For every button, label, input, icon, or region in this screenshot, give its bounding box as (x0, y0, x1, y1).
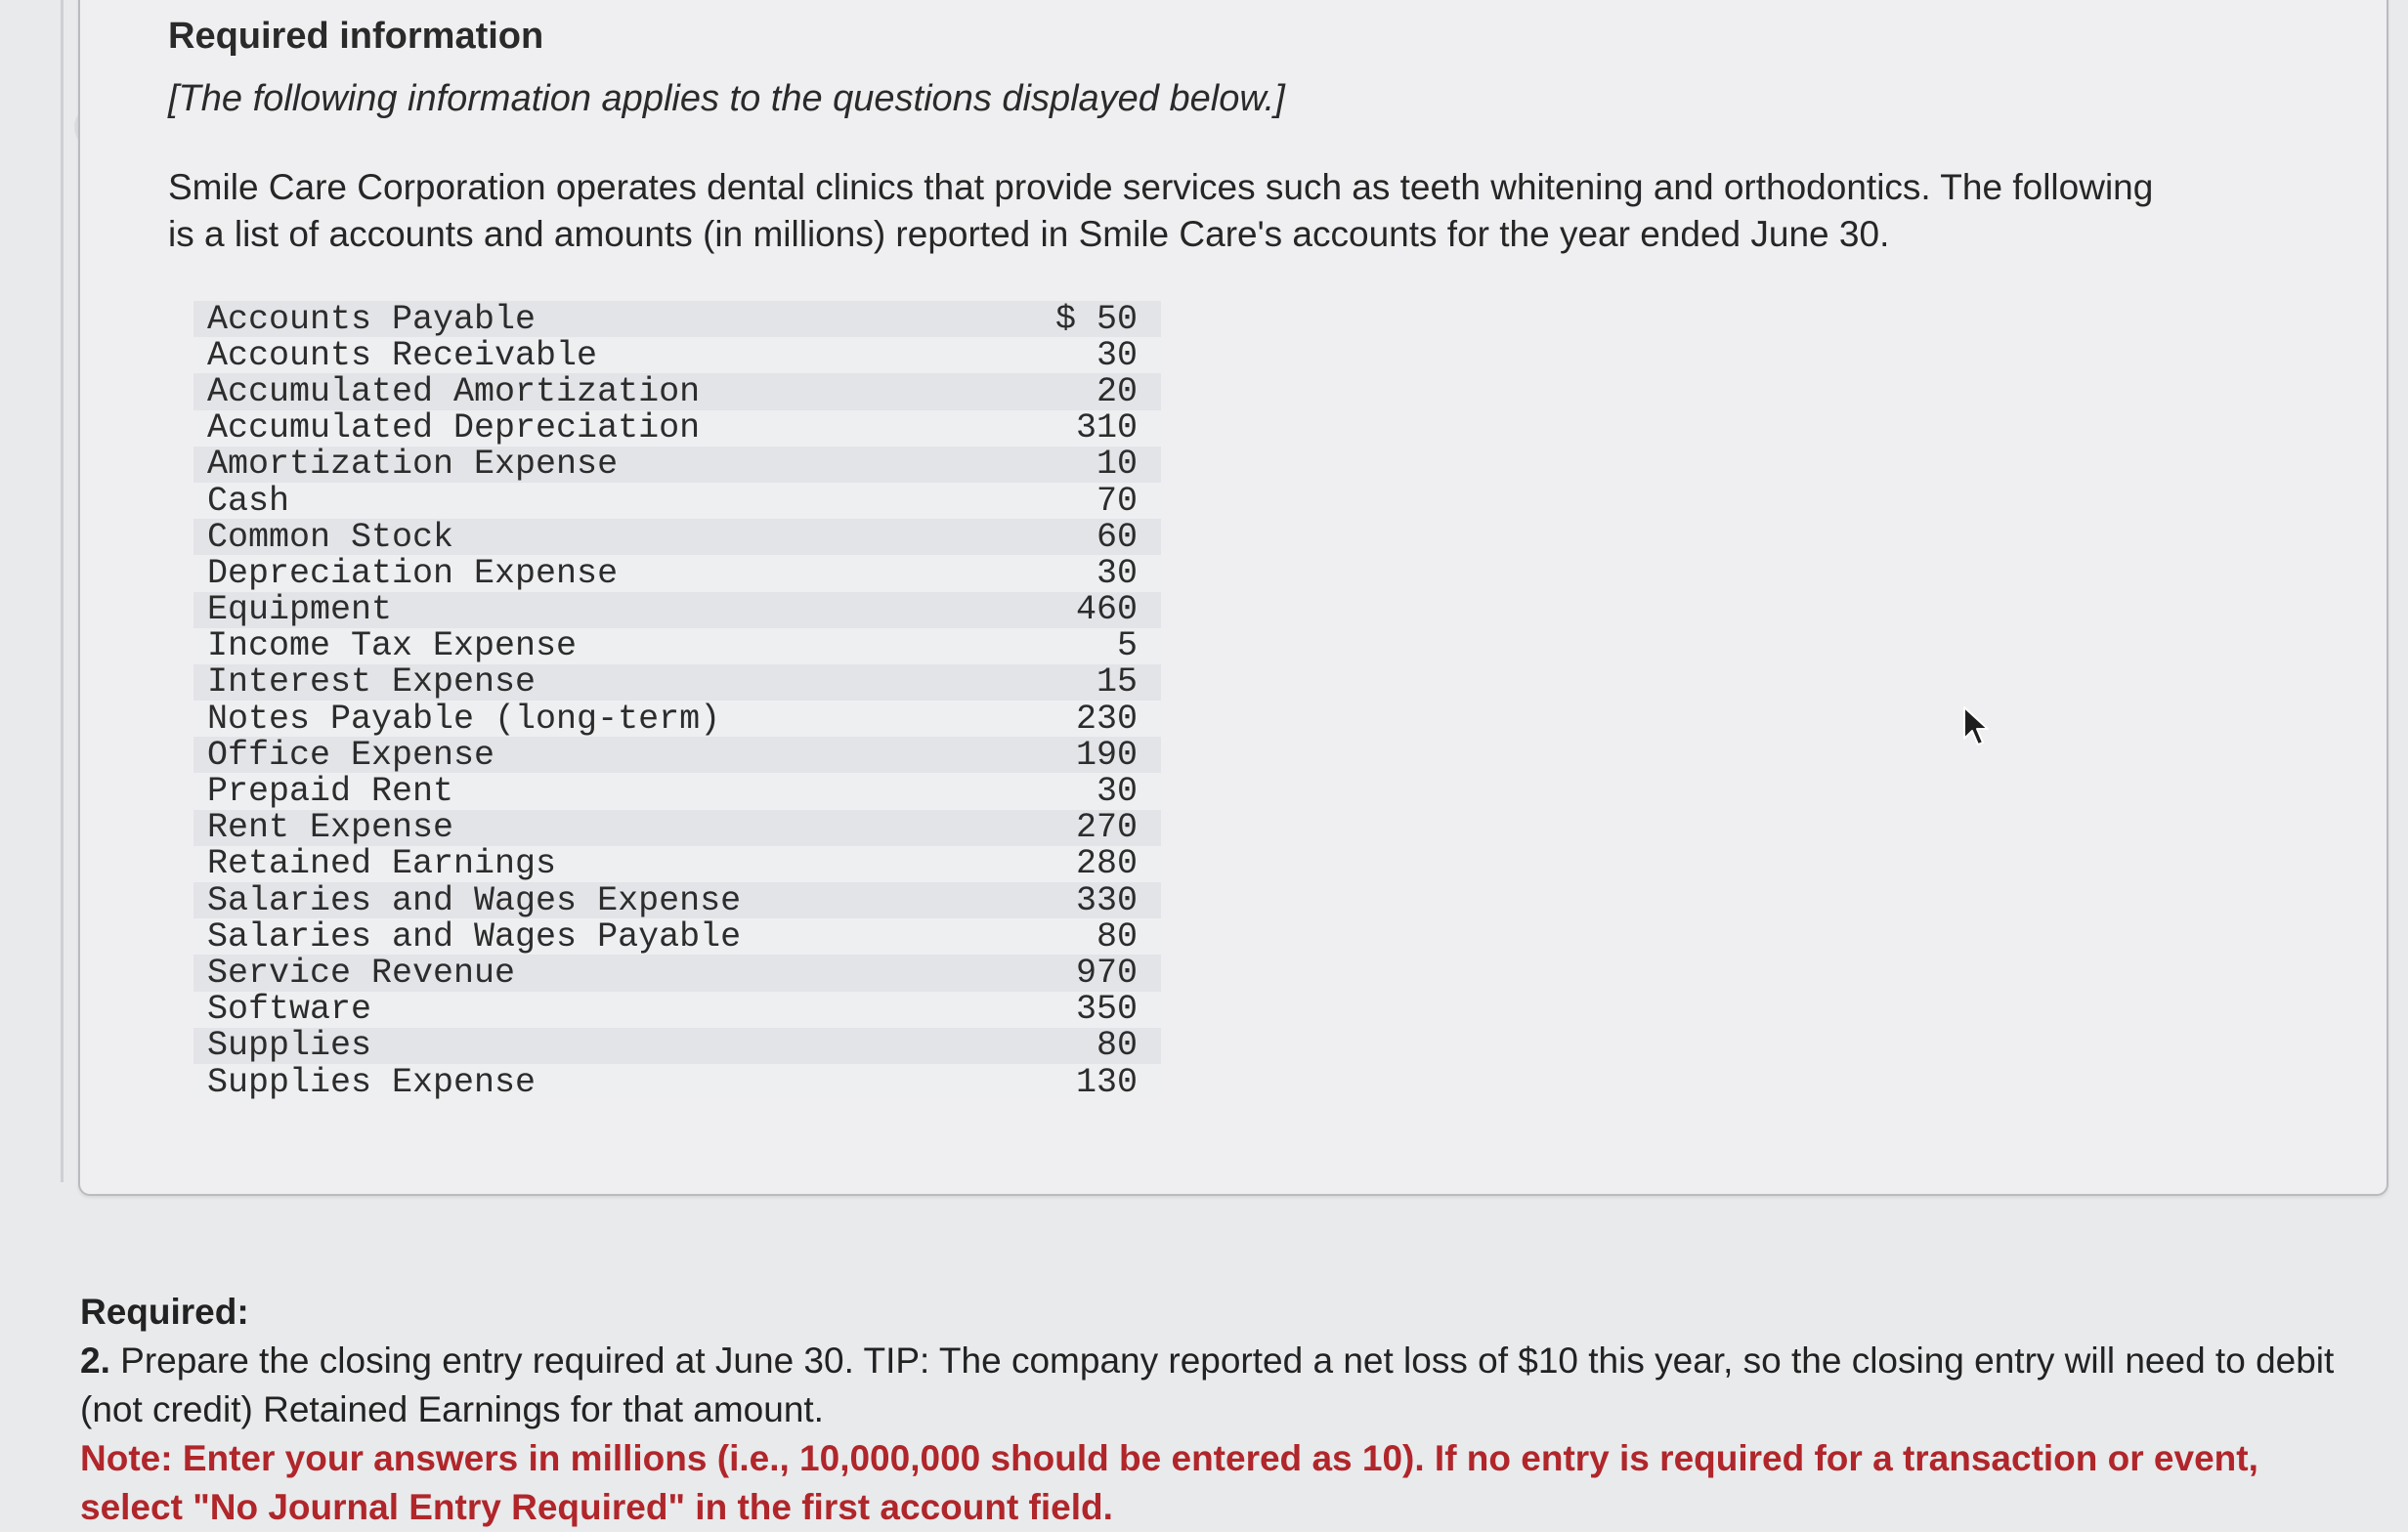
table-row (194, 1028, 1161, 1064)
account-name: Software (207, 990, 372, 1030)
problem-description: Smile Care Corporation operates dental clinics that provide services such as teeth whitening and orthodontics. The following is a list of accounts and amounts (in millions) reported in Smile Care's accounts for the year ended June 30. (168, 167, 2154, 254)
account-amount: 190 (1075, 735, 1138, 775)
table-row (194, 701, 1161, 737)
account-amount: 280 (1075, 844, 1138, 884)
account-name: Supplies Expense (207, 1062, 537, 1102)
account-name: Equipment (207, 590, 393, 630)
account-name: Interest Expense (207, 662, 537, 702)
account-amount: 20 (1096, 371, 1138, 411)
account-name: Common Stock (207, 517, 454, 557)
table-row (194, 772, 1161, 812)
account-amount: 460 (1075, 590, 1138, 630)
account-amount: 130 (1075, 1062, 1138, 1102)
account-amount: 80 (1096, 916, 1138, 957)
account-name: Rent Expense (207, 808, 454, 848)
account-name: Office Expense (207, 735, 495, 775)
table-row (194, 373, 1161, 409)
account-amount: 270 (1075, 808, 1138, 848)
account-name: Accounts Receivable (207, 335, 598, 375)
required-item-2 (80, 1337, 2367, 1434)
table-row (194, 555, 1161, 591)
account-amount: $ 50 (1054, 299, 1138, 339)
account-name: Accumulated Depreciation (207, 408, 701, 448)
account-name: Amortization Expense (207, 445, 619, 485)
account-amount: 30 (1096, 772, 1138, 812)
table-row (194, 664, 1161, 701)
left-border-rule (61, 0, 64, 1182)
account-amount: 10 (1096, 445, 1138, 485)
item-number: 2. (80, 1340, 110, 1381)
account-amount: 30 (1096, 335, 1138, 375)
table-row (194, 1064, 1161, 1100)
account-amount: 350 (1075, 990, 1138, 1030)
answer-note: Note: Enter your answers in millions (i.e., 10,000,000 should be entered as 10). If no entry is required for a transaction or event, select "No Journal Entry Required" in the first account field. (80, 1438, 2258, 1527)
mouse-pointer-icon (1960, 705, 1994, 748)
table-row (194, 918, 1161, 955)
table-row (194, 846, 1161, 882)
account-amount: 30 (1096, 553, 1138, 593)
account-name: Salaries and Wages Expense (207, 880, 742, 920)
table-row (194, 992, 1161, 1028)
account-amount: 15 (1096, 662, 1138, 702)
account-name: Notes Payable (long-term) (207, 699, 721, 739)
required-information-heading: Required information (168, 16, 544, 57)
account-amount: 5 (1116, 626, 1138, 666)
account-name: Accumulated Amortization (207, 371, 701, 411)
account-amount: 70 (1096, 481, 1138, 521)
account-name: Service Revenue (207, 953, 516, 993)
accounts-table (194, 301, 1161, 1100)
account-amount: 970 (1075, 953, 1138, 993)
table-row (194, 519, 1161, 555)
table-row (194, 737, 1161, 773)
required-section (80, 1288, 2367, 1532)
table-row (194, 882, 1161, 918)
account-name: Accounts Payable (207, 299, 537, 339)
account-amount: 230 (1075, 699, 1138, 739)
account-name: Salaries and Wages Payable (207, 916, 742, 957)
table-row (194, 592, 1161, 628)
account-name: Supplies (207, 1026, 372, 1066)
item-text: Prepare the closing entry required at June 30. TIP: The company reported a net loss of $10 this year, so the closing entry will need to debit (not credit) Retained Earnings for that amount. (80, 1340, 2335, 1429)
table-row (194, 483, 1161, 519)
account-name: Depreciation Expense (207, 553, 619, 593)
table-row (194, 301, 1161, 337)
table-row (194, 337, 1161, 373)
table-row (194, 410, 1161, 447)
table-row (194, 955, 1161, 991)
intro-note: [The following information applies to the questions displayed below.] (168, 78, 1285, 119)
account-amount: 80 (1096, 1026, 1138, 1066)
required-label: Required: (80, 1292, 249, 1332)
account-name: Income Tax Expense (207, 626, 578, 666)
table-row (194, 628, 1161, 664)
table-row (194, 447, 1161, 483)
account-amount: 60 (1096, 517, 1138, 557)
account-amount: 310 (1075, 408, 1138, 448)
account-name: Retained Earnings (207, 844, 557, 884)
account-name: Cash (207, 481, 290, 521)
table-row (194, 810, 1161, 846)
account-name: Prepaid Rent (207, 772, 454, 812)
account-amount: 330 (1075, 880, 1138, 920)
